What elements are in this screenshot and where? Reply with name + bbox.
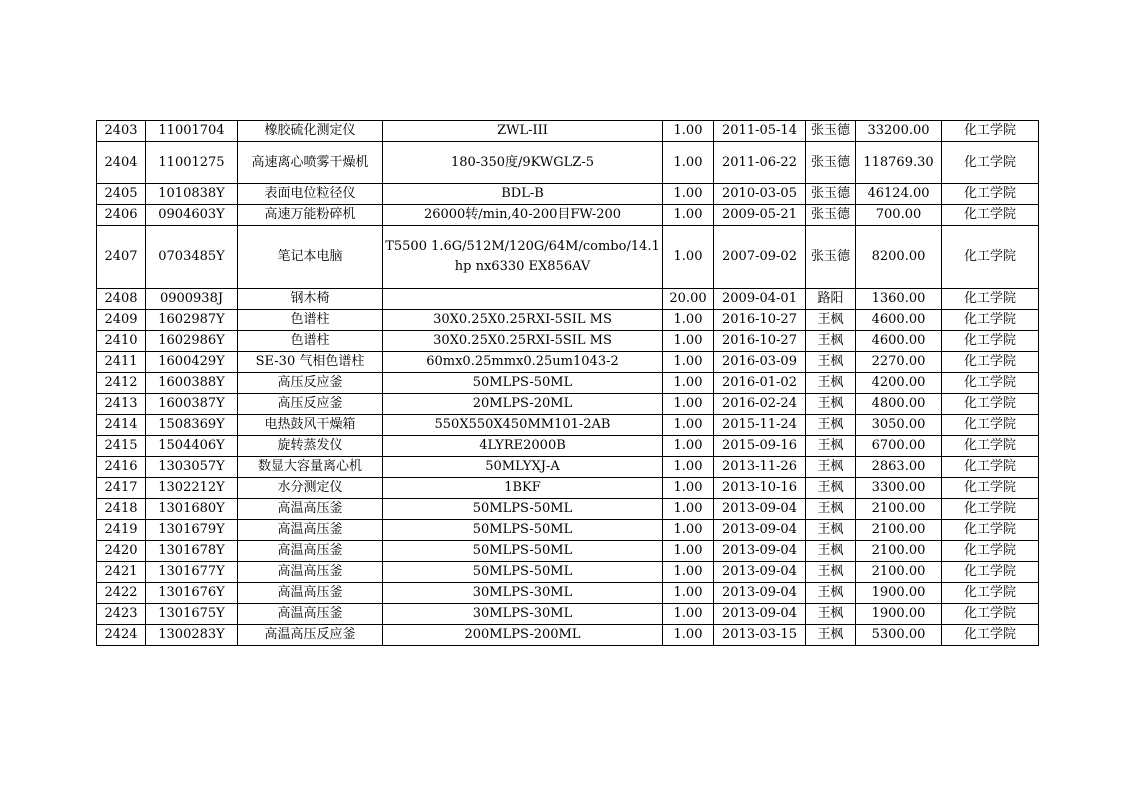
- price-cell: 4200.00: [856, 373, 942, 394]
- asset-number-cell: 1303057Y: [146, 457, 238, 478]
- custodian-cell: 张玉德: [806, 142, 856, 184]
- purchase-date-cell: 2013-03-15: [714, 625, 806, 646]
- department-cell: 化工学院: [942, 289, 1039, 310]
- custodian-cell: 王枫: [806, 562, 856, 583]
- device-name-cell: 高速离心喷雾干燥机: [238, 142, 383, 184]
- model-spec-cell: 50MLYXJ-A: [383, 457, 663, 478]
- department-cell: 化工学院: [942, 373, 1039, 394]
- department-cell: 化工学院: [942, 394, 1039, 415]
- row-number-cell: 2413: [97, 394, 146, 415]
- price-cell: 2100.00: [856, 541, 942, 562]
- custodian-cell: 王枫: [806, 520, 856, 541]
- department-cell: 化工学院: [942, 352, 1039, 373]
- row-number-cell: 2405: [97, 184, 146, 205]
- model-spec-cell: 50MLPS-50ML: [383, 541, 663, 562]
- device-name-cell: 高温高压釜: [238, 562, 383, 583]
- custodian-cell: 王枫: [806, 352, 856, 373]
- table-row: [97, 142, 1039, 184]
- price-cell: 1900.00: [856, 604, 942, 625]
- model-spec-cell: 20MLPS-20ML: [383, 394, 663, 415]
- model-spec-cell: 50MLPS-50ML: [383, 499, 663, 520]
- purchase-date-cell: 2013-09-04: [714, 604, 806, 625]
- department-cell: 化工学院: [942, 499, 1039, 520]
- purchase-date-cell: 2013-11-26: [714, 457, 806, 478]
- purchase-date-cell: 2016-10-27: [714, 331, 806, 352]
- table-row: [97, 457, 1039, 478]
- department-cell: 化工学院: [942, 415, 1039, 436]
- device-name-cell: 钢木椅: [238, 289, 383, 310]
- purchase-date-cell: 2016-10-27: [714, 310, 806, 331]
- asset-number-cell: 1300283Y: [146, 625, 238, 646]
- asset-number-cell: 1600387Y: [146, 394, 238, 415]
- asset-number-cell: 11001704: [146, 121, 238, 142]
- model-spec-cell: 50MLPS-50ML: [383, 520, 663, 541]
- price-cell: 2100.00: [856, 562, 942, 583]
- device-name-cell: 高温高压釜: [238, 499, 383, 520]
- table-row: [97, 226, 1039, 289]
- row-number-cell: 2424: [97, 625, 146, 646]
- device-name-cell: 笔记本电脑: [238, 226, 383, 289]
- quantity-cell: 1.00: [663, 352, 714, 373]
- table-body: [97, 121, 1039, 646]
- custodian-cell: 王枫: [806, 604, 856, 625]
- custodian-cell: 王枫: [806, 331, 856, 352]
- row-number-cell: 2414: [97, 415, 146, 436]
- row-number-cell: 2406: [97, 205, 146, 226]
- price-cell: 1360.00: [856, 289, 942, 310]
- quantity-cell: 1.00: [663, 205, 714, 226]
- quantity-cell: 1.00: [663, 625, 714, 646]
- row-number-cell: 2416: [97, 457, 146, 478]
- row-number-cell: 2419: [97, 520, 146, 541]
- model-spec-cell: 26000转/min,40-200目FW-200: [383, 205, 663, 226]
- custodian-cell: 张玉德: [806, 226, 856, 289]
- department-cell: 化工学院: [942, 121, 1039, 142]
- device-name-cell: 水分测定仪: [238, 478, 383, 499]
- price-cell: 4800.00: [856, 394, 942, 415]
- asset-number-cell: 1302212Y: [146, 478, 238, 499]
- asset-number-cell: 1508369Y: [146, 415, 238, 436]
- department-cell: 化工学院: [942, 205, 1039, 226]
- department-cell: 化工学院: [942, 142, 1039, 184]
- device-name-cell: 橡胶硫化测定仪: [238, 121, 383, 142]
- model-spec-cell: 200MLPS-200ML: [383, 625, 663, 646]
- device-name-cell: 电热鼓风干燥箱: [238, 415, 383, 436]
- table-row: [97, 541, 1039, 562]
- asset-number-cell: 11001275: [146, 142, 238, 184]
- price-cell: 8200.00: [856, 226, 942, 289]
- asset-number-cell: 1600388Y: [146, 373, 238, 394]
- price-cell: 2863.00: [856, 457, 942, 478]
- purchase-date-cell: 2013-09-04: [714, 541, 806, 562]
- row-number-cell: 2420: [97, 541, 146, 562]
- model-spec-cell: 30X0.25X0.25RXI-5SIL MS: [383, 331, 663, 352]
- quantity-cell: 1.00: [663, 310, 714, 331]
- purchase-date-cell: 2011-05-14: [714, 121, 806, 142]
- custodian-cell: 张玉德: [806, 205, 856, 226]
- model-spec-cell: 30MLPS-30ML: [383, 583, 663, 604]
- quantity-cell: 20.00: [663, 289, 714, 310]
- quantity-cell: 1.00: [663, 226, 714, 289]
- asset-number-cell: 1010838Y: [146, 184, 238, 205]
- quantity-cell: 1.00: [663, 142, 714, 184]
- custodian-cell: 路阳: [806, 289, 856, 310]
- department-cell: 化工学院: [942, 562, 1039, 583]
- price-cell: 3300.00: [856, 478, 942, 499]
- model-spec-cell: ZWL-III: [383, 121, 663, 142]
- asset-number-cell: 1602987Y: [146, 310, 238, 331]
- row-number-cell: 2403: [97, 121, 146, 142]
- row-number-cell: 2411: [97, 352, 146, 373]
- model-spec-cell: T5500 1.6G/512M/120G/64M/combo/14.1hp nx6330 EX856AV: [383, 226, 663, 289]
- price-cell: 4600.00: [856, 310, 942, 331]
- custodian-cell: 王枫: [806, 541, 856, 562]
- custodian-cell: 张玉德: [806, 184, 856, 205]
- model-spec-cell: 180-350度/9KWGLZ-5: [383, 142, 663, 184]
- table-row: [97, 394, 1039, 415]
- purchase-date-cell: 2013-09-04: [714, 499, 806, 520]
- quantity-cell: 1.00: [663, 394, 714, 415]
- quantity-cell: 1.00: [663, 373, 714, 394]
- department-cell: 化工学院: [942, 478, 1039, 499]
- quantity-cell: 1.00: [663, 436, 714, 457]
- model-spec-cell: 50MLPS-50ML: [383, 562, 663, 583]
- department-cell: 化工学院: [942, 541, 1039, 562]
- asset-number-cell: 1602986Y: [146, 331, 238, 352]
- department-cell: 化工学院: [942, 331, 1039, 352]
- department-cell: 化工学院: [942, 310, 1039, 331]
- asset-number-cell: 1301680Y: [146, 499, 238, 520]
- table-row: [97, 478, 1039, 499]
- purchase-date-cell: 2013-09-04: [714, 520, 806, 541]
- department-cell: 化工学院: [942, 457, 1039, 478]
- quantity-cell: 1.00: [663, 604, 714, 625]
- custodian-cell: 王枫: [806, 436, 856, 457]
- quantity-cell: 1.00: [663, 121, 714, 142]
- table-row: [97, 205, 1039, 226]
- asset-number-cell: 0904603Y: [146, 205, 238, 226]
- purchase-date-cell: 2016-02-24: [714, 394, 806, 415]
- quantity-cell: 1.00: [663, 457, 714, 478]
- model-spec-cell: 30X0.25X0.25RXI-5SIL MS: [383, 310, 663, 331]
- model-spec-cell: 30MLPS-30ML: [383, 604, 663, 625]
- model-spec-cell: 4LYRE2000B: [383, 436, 663, 457]
- device-name-cell: 数显大容量离心机: [238, 457, 383, 478]
- price-cell: 4600.00: [856, 331, 942, 352]
- purchase-date-cell: 2013-10-16: [714, 478, 806, 499]
- row-number-cell: 2417: [97, 478, 146, 499]
- asset-number-cell: 1301675Y: [146, 604, 238, 625]
- purchase-date-cell: 2010-03-05: [714, 184, 806, 205]
- device-name-cell: 色谱柱: [238, 310, 383, 331]
- model-spec-cell: 50MLPS-50ML: [383, 373, 663, 394]
- row-number-cell: 2409: [97, 310, 146, 331]
- row-number-cell: 2422: [97, 583, 146, 604]
- department-cell: 化工学院: [942, 625, 1039, 646]
- purchase-date-cell: 2015-11-24: [714, 415, 806, 436]
- device-name-cell: 高压反应釜: [238, 373, 383, 394]
- quantity-cell: 1.00: [663, 499, 714, 520]
- table-row: [97, 499, 1039, 520]
- department-cell: 化工学院: [942, 436, 1039, 457]
- purchase-date-cell: 2007-09-02: [714, 226, 806, 289]
- table-row: [97, 625, 1039, 646]
- price-cell: 6700.00: [856, 436, 942, 457]
- price-cell: 2270.00: [856, 352, 942, 373]
- department-cell: 化工学院: [942, 583, 1039, 604]
- price-cell: 118769.30: [856, 142, 942, 184]
- purchase-date-cell: 2011-06-22: [714, 142, 806, 184]
- custodian-cell: 王枫: [806, 310, 856, 331]
- department-cell: 化工学院: [942, 226, 1039, 289]
- model-spec-cell: BDL-B: [383, 184, 663, 205]
- row-number-cell: 2423: [97, 604, 146, 625]
- asset-number-cell: 0703485Y: [146, 226, 238, 289]
- custodian-cell: 王枫: [806, 415, 856, 436]
- table-row: [97, 562, 1039, 583]
- price-cell: 700.00: [856, 205, 942, 226]
- custodian-cell: 张玉德: [806, 121, 856, 142]
- asset-number-cell: 1301677Y: [146, 562, 238, 583]
- device-name-cell: 高温高压釜: [238, 604, 383, 625]
- table-row: [97, 121, 1039, 142]
- purchase-date-cell: 2013-09-04: [714, 583, 806, 604]
- department-cell: 化工学院: [942, 184, 1039, 205]
- custodian-cell: 王枫: [806, 625, 856, 646]
- table-row: [97, 436, 1039, 457]
- table-row: [97, 310, 1039, 331]
- row-number-cell: 2412: [97, 373, 146, 394]
- device-name-cell: 旋转蒸发仪: [238, 436, 383, 457]
- custodian-cell: 王枫: [806, 478, 856, 499]
- device-name-cell: 色谱柱: [238, 331, 383, 352]
- model-spec-cell: 1BKF: [383, 478, 663, 499]
- price-cell: 46124.00: [856, 184, 942, 205]
- quantity-cell: 1.00: [663, 583, 714, 604]
- row-number-cell: 2415: [97, 436, 146, 457]
- device-name-cell: 高温高压釜: [238, 541, 383, 562]
- table-row: [97, 520, 1039, 541]
- purchase-date-cell: 2009-05-21: [714, 205, 806, 226]
- purchase-date-cell: 2013-09-04: [714, 562, 806, 583]
- purchase-date-cell: 2016-03-09: [714, 352, 806, 373]
- device-name-cell: 高速万能粉碎机: [238, 205, 383, 226]
- price-cell: 1900.00: [856, 583, 942, 604]
- table-row: [97, 289, 1039, 310]
- price-cell: 33200.00: [856, 121, 942, 142]
- table-row: [97, 352, 1039, 373]
- custodian-cell: 王枫: [806, 457, 856, 478]
- price-cell: 2100.00: [856, 520, 942, 541]
- table-row: [97, 583, 1039, 604]
- device-name-cell: 高温高压反应釜: [238, 625, 383, 646]
- table-row: [97, 331, 1039, 352]
- quantity-cell: 1.00: [663, 184, 714, 205]
- custodian-cell: 王枫: [806, 394, 856, 415]
- asset-number-cell: 1301678Y: [146, 541, 238, 562]
- row-number-cell: 2407: [97, 226, 146, 289]
- device-name-cell: 表面电位粒径仪: [238, 184, 383, 205]
- model-spec-cell: 550X550X450MM101-2AB: [383, 415, 663, 436]
- device-name-cell: 高温高压釜: [238, 520, 383, 541]
- purchase-date-cell: 2016-01-02: [714, 373, 806, 394]
- asset-number-cell: 1504406Y: [146, 436, 238, 457]
- quantity-cell: 1.00: [663, 415, 714, 436]
- quantity-cell: 1.00: [663, 478, 714, 499]
- quantity-cell: 1.00: [663, 520, 714, 541]
- asset-number-cell: 1301676Y: [146, 583, 238, 604]
- department-cell: 化工学院: [942, 604, 1039, 625]
- price-cell: 5300.00: [856, 625, 942, 646]
- row-number-cell: 2408: [97, 289, 146, 310]
- quantity-cell: 1.00: [663, 541, 714, 562]
- asset-number-cell: 0900938J: [146, 289, 238, 310]
- model-spec-cell: 60mx0.25mmx0.25um1043-2: [383, 352, 663, 373]
- price-cell: 2100.00: [856, 499, 942, 520]
- quantity-cell: 1.00: [663, 331, 714, 352]
- asset-number-cell: 1600429Y: [146, 352, 238, 373]
- equipment-table: [96, 120, 1039, 646]
- asset-number-cell: 1301679Y: [146, 520, 238, 541]
- row-number-cell: 2421: [97, 562, 146, 583]
- table-row: [97, 373, 1039, 394]
- device-name-cell: 高温高压釜: [238, 583, 383, 604]
- quantity-cell: 1.00: [663, 562, 714, 583]
- model-spec-cell: [383, 289, 663, 310]
- table-row: [97, 604, 1039, 625]
- device-name-cell: SE-30 气相色谱柱: [238, 352, 383, 373]
- purchase-date-cell: 2009-04-01: [714, 289, 806, 310]
- custodian-cell: 王枫: [806, 499, 856, 520]
- table-row: [97, 415, 1039, 436]
- custodian-cell: 王枫: [806, 583, 856, 604]
- row-number-cell: 2404: [97, 142, 146, 184]
- department-cell: 化工学院: [942, 520, 1039, 541]
- table-row: [97, 184, 1039, 205]
- purchase-date-cell: 2015-09-16: [714, 436, 806, 457]
- custodian-cell: 王枫: [806, 373, 856, 394]
- row-number-cell: 2418: [97, 499, 146, 520]
- price-cell: 3050.00: [856, 415, 942, 436]
- row-number-cell: 2410: [97, 331, 146, 352]
- device-name-cell: 高压反应釜: [238, 394, 383, 415]
